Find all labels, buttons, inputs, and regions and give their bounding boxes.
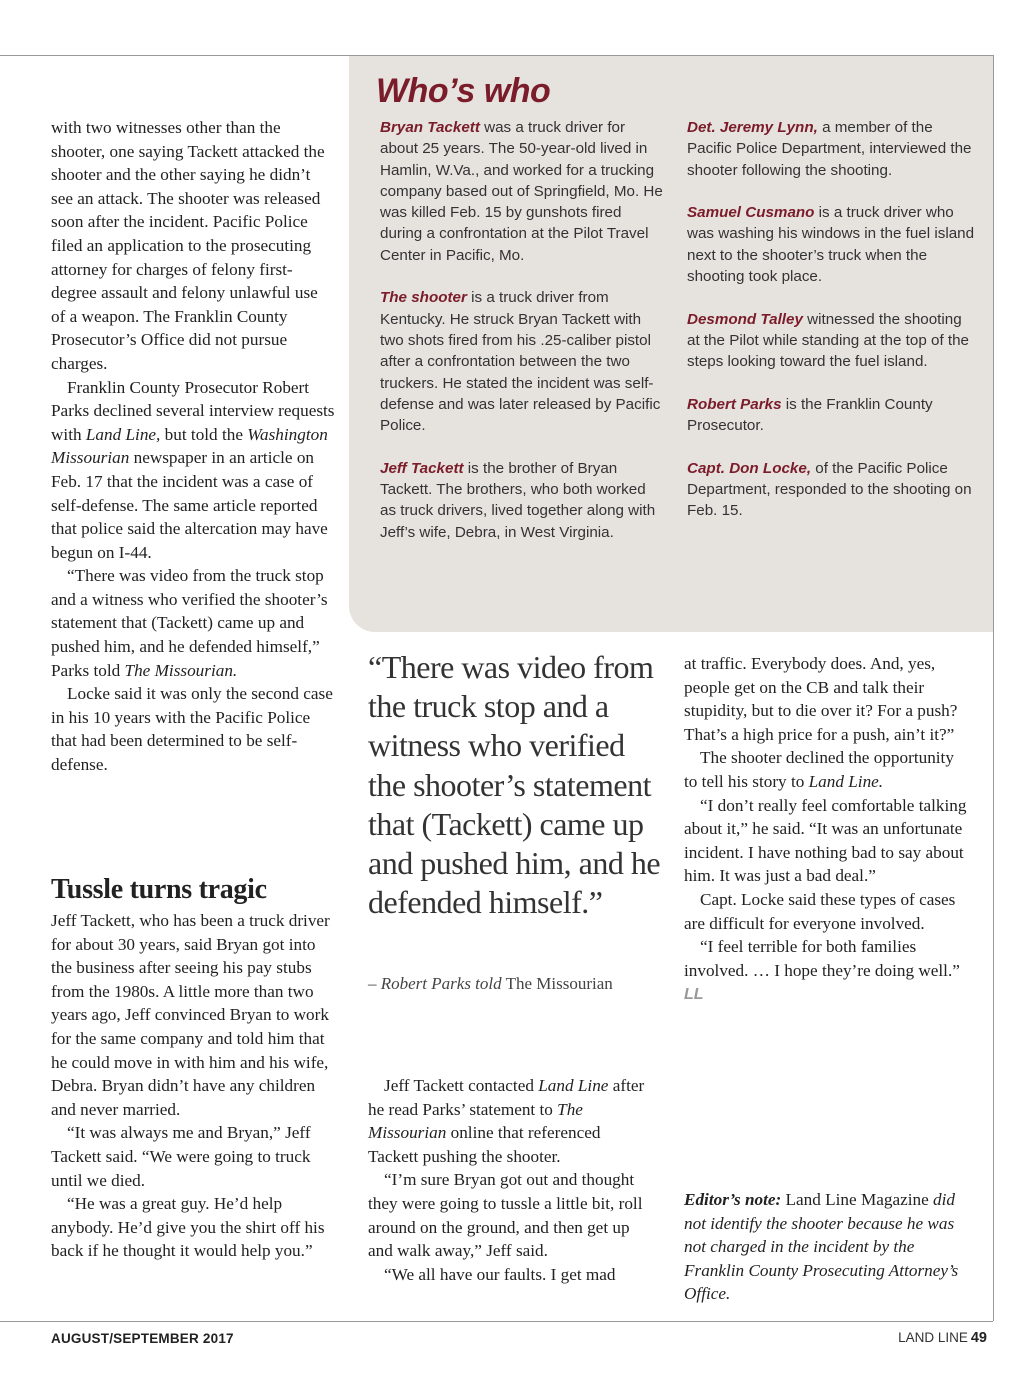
entry-text: is the brother of Bryan Tackett. The brothers, who both worked as truck drivers, lived together along with Jeff’s wife, Debra, in West Virginia.	[380, 459, 656, 541]
publication-name: Land Line	[538, 1076, 609, 1095]
sidebar-entry	[380, 458, 665, 543]
entry-name: Bryan Tackett	[380, 119, 480, 136]
editors-note	[684, 1188, 974, 1306]
pull-quote-attribution	[368, 974, 668, 994]
text-run: Jeff Tackett contacted	[384, 1076, 539, 1095]
text-run: after he read Parks’ statement to	[368, 1076, 645, 1119]
paragraph	[51, 376, 336, 565]
sidebar-entry	[687, 202, 977, 287]
paragraph: “I’m sure Bryan got out and thought they were going to tussle a little bit, roll around on the ground, and then get up and walk away,” Jeff said.	[368, 1170, 643, 1261]
paragraph	[51, 564, 336, 682]
publication-name: Land Line.	[808, 771, 884, 791]
paragraph: with two witnesses other than the shooter, one saying Tackett attacked the shooter and the other saying he didn’t see an attack. The shooter was released soon after the incident. Pacific Police filed an application to the prosecuting attorney for charges of felony first-degree assault and felony unlawful use of a weapon. The Franklin County Prosecutor’s Office did not pursue charges.	[51, 118, 325, 373]
entry-name: Samuel Cusmano	[687, 204, 815, 222]
publication-name: The Missourian.	[124, 660, 238, 680]
pull-quote: “There was video from the truck stop and a witness who verified the shooter’s statement that (Tackett) came up and pushed him, and he defended himself.”	[368, 649, 661, 921]
entry-text: is a truck driver from Kentucky. He struck Bryan Tackett with two shots fired from his .25-caliber pistol after a confrontation between the two truckers. He stated the incident was self-defense and was later released by Pacific Police.	[380, 289, 661, 435]
page-frame-bottom	[0, 1321, 993, 1322]
text-run: The Missourian	[501, 974, 613, 993]
body-column-1-lower	[51, 909, 336, 1263]
paragraph: “He was a great guy. He’d help anybody. He’d give you the shirt off his back if he thought it would help you.”	[51, 1194, 325, 1261]
entry-text: a member of the Pacific Police Department, interviewed the shooter following the shooting.	[687, 119, 972, 179]
sidebar-entry	[380, 287, 665, 436]
paragraph	[684, 746, 969, 793]
sidebar-title: Who’s who	[376, 72, 551, 110]
body-column-3	[684, 652, 969, 1007]
entry-name: Det. Jeremy Lynn,	[687, 119, 818, 136]
text-run: “I feel terrible for both families involved. … I hope they’re doing well.”	[684, 937, 960, 980]
paragraph	[368, 1074, 653, 1168]
entry-name: Desmond Talley	[687, 310, 803, 328]
entry-name: The shooter	[380, 289, 467, 307]
publication-name: The Missourian	[368, 1099, 583, 1143]
page-frame-right	[993, 55, 994, 1321]
entry-text: is the Franklin County Prosecutor.	[687, 395, 933, 435]
sidebar-column-2	[687, 117, 977, 543]
entry-text: is a truck driver who was washing his windows in the fuel island next to the shooter’s truck when the shooting took place.	[687, 204, 975, 286]
entry-text: of the Pacific Police Department, responded to the shooting on Feb. 15.	[687, 459, 972, 520]
sidebar-entry	[687, 117, 977, 181]
entry-name: Capt. Don Locke,	[687, 459, 812, 477]
entry-text: witnessed the shooting at the Pilot while standing at the top of the steps looking toward the fuel island.	[687, 310, 969, 371]
publication-name: Land Line,	[85, 424, 161, 444]
text-run: online that referenced Tackett pushing the shooter.	[368, 1123, 601, 1166]
sidebar-entry	[687, 309, 977, 373]
text-run: Land Line Magazine	[781, 1190, 934, 1209]
sidebar-column-1	[380, 117, 665, 564]
footer-issue-date: AUGUST/SEPTEMBER 2017	[51, 1331, 234, 1346]
body-column-2	[368, 1074, 653, 1286]
paragraph: Locke said it was only the second case in his 10 years with the Pacific Police that had been determined to be self-defense.	[51, 684, 333, 775]
entry-text: was a truck driver for about 25 years. The 50-year-old lived in Hamlin, W.Va., and worked for a trucking company based out of Springfield, Mo. He was killed Feb. 15 by gunshots fired during a confrontation at the Pilot Travel Center in Pacific, Mo.	[380, 119, 663, 264]
sidebar-entry	[687, 458, 977, 522]
paragraph: “We all have our faults. I get mad	[384, 1264, 616, 1284]
paragraph: at traffic. Everybody does. And, yes, people get on the CB and talk their stupidity, but to die over it? For a push? That’s a high price for a push, ain’t it?”	[684, 654, 958, 744]
paragraph: “I don’t really feel comfortable talking about it,” he said. “It was an unfortunate incident. I have nothing bad to say about him. It was just a bad deal.”	[684, 795, 967, 886]
section-subhead: Tussle turns tragic	[51, 874, 267, 905]
paragraph: Jeff Tackett, who has been a truck driver for about 30 years, said Bryan got into the business after seeing his pay stubs from the 1980s. A little more than two years ago, Jeff convinced Bryan to work for the same company and told him that he could move in with him and his wife, Debra. Bryan didn’t have any children and never married.	[51, 911, 330, 1119]
entry-name: Robert Parks	[687, 395, 782, 413]
page-number: 49	[970, 1330, 987, 1346]
paragraph	[684, 935, 969, 1007]
sidebar-entry	[687, 394, 977, 437]
text-run: newspaper in an article on Feb. 17 that the incident was a case of self-defense. The same article reported that police said the altercation may have begun on I-44.	[51, 448, 328, 562]
sidebar-entry	[380, 117, 665, 266]
text-run: but told the	[160, 424, 248, 444]
end-mark: LL	[684, 986, 704, 1004]
editors-note-body: did not identify the shooter because he was not charged in the incident by the Franklin County Prosecuting Attorney’s Office.	[684, 1190, 959, 1304]
text-run: – Robert Parks told	[368, 974, 502, 993]
entry-name: Jeff Tackett	[380, 459, 464, 477]
text-run: “There was video from the truck stop and a witness who verified the shooter’s statement that (Tackett) came up and pushed him, and he defended himself,” Parks told	[51, 566, 328, 680]
text-run: The shooter declined the opportunity to tell his story to	[684, 748, 954, 791]
footer-magazine-name: LAND LINE	[898, 1330, 968, 1345]
footer-folio	[898, 1330, 987, 1346]
editors-note-label: Editor’s note:	[684, 1190, 782, 1209]
body-column-1	[51, 116, 336, 777]
publication-name: Washington Missourian	[51, 424, 328, 468]
paragraph: Capt. Locke said these types of cases are difficult for everyone involved.	[684, 889, 956, 933]
paragraph: “It was always me and Bryan,” Jeff Tackett said. “We were going to truck until we died.	[51, 1123, 311, 1190]
text-run: Franklin County Prosecutor Robert Parks declined several interview requests with	[51, 377, 335, 444]
